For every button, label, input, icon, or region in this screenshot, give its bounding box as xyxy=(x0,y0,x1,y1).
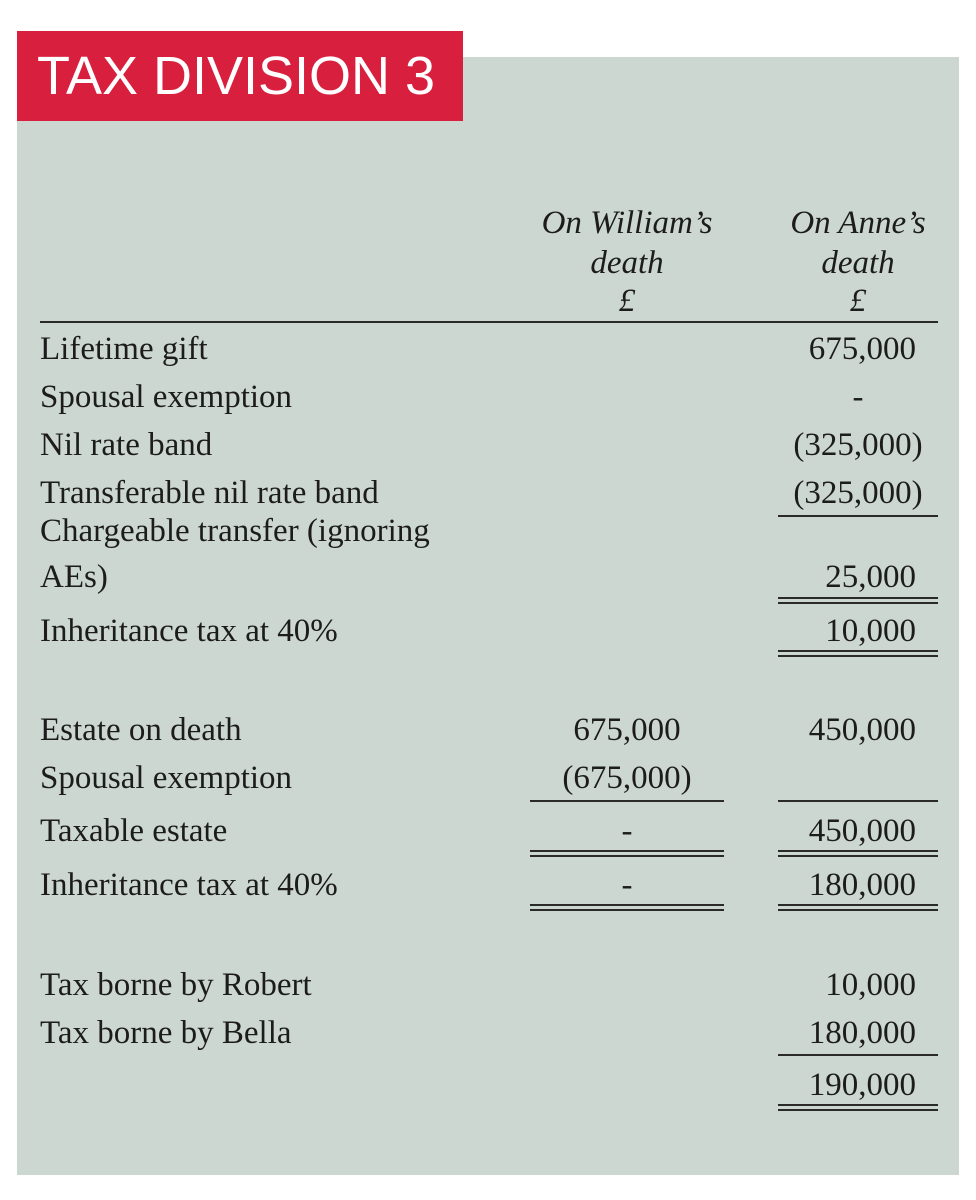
col-william-line1: On William’s xyxy=(541,205,713,241)
row-label: Inheritance tax at 40% xyxy=(40,613,338,649)
subtotal-rule xyxy=(530,800,724,802)
row-label: Nil rate band xyxy=(40,427,213,463)
total-double-rule xyxy=(778,597,938,604)
row-label: Spousal exemption xyxy=(40,760,293,796)
total-double-rule xyxy=(778,904,938,911)
row-label: Taxable estate xyxy=(40,813,228,849)
header-rule xyxy=(40,321,938,323)
total-double-rule xyxy=(778,850,938,857)
row-label: Lifetime gift xyxy=(40,331,208,367)
page-title: TAX DIVISION 3 xyxy=(37,46,436,106)
col-anne-line1: On Anne’s xyxy=(790,205,926,241)
subtotal-rule xyxy=(778,515,938,517)
col-william-line2: death xyxy=(590,245,664,281)
col-william-currency: £ xyxy=(618,283,636,319)
total-double-rule xyxy=(530,904,724,911)
row-value-william: 675,000 xyxy=(573,712,681,748)
row-value-william: - xyxy=(621,867,633,903)
row-value-anne: 675,000 xyxy=(808,331,916,367)
row-value-william: - xyxy=(621,813,633,849)
row-label: Chargeable transfer (ignoring xyxy=(40,513,430,549)
total-double-rule xyxy=(530,850,724,857)
row-label: Transferable nil rate band xyxy=(40,475,379,511)
row-value-anne: 10,000 xyxy=(825,967,916,1003)
total-double-rule xyxy=(778,1104,938,1111)
row-value-anne: - xyxy=(852,379,864,415)
row-label: Estate on death xyxy=(40,712,242,748)
row-value-anne: 180,000 xyxy=(808,1015,916,1051)
subtotal-rule xyxy=(778,1054,938,1056)
row-label: Tax borne by Bella xyxy=(40,1015,292,1051)
title-banner xyxy=(17,31,463,121)
total-value-anne: 190,000 xyxy=(808,1067,916,1103)
row-label: Tax borne by Robert xyxy=(40,967,312,1003)
row-value-anne: 180,000 xyxy=(808,867,916,903)
col-anne-line2: death xyxy=(821,245,895,281)
row-label: AEs) xyxy=(40,559,108,595)
col-anne-currency: £ xyxy=(849,283,867,319)
row-value-anne: 10,000 xyxy=(825,613,916,649)
row-value-anne: (325,000) xyxy=(793,475,923,511)
row-value-anne: 450,000 xyxy=(808,813,916,849)
row-value-anne: (325,000) xyxy=(793,427,923,463)
row-label: Spousal exemption xyxy=(40,379,293,415)
row-value-anne: 450,000 xyxy=(808,712,916,748)
total-double-rule xyxy=(778,650,938,657)
row-value-william: (675,000) xyxy=(562,760,692,796)
row-label: Inheritance tax at 40% xyxy=(40,867,338,903)
row-value-anne: 25,000 xyxy=(825,559,916,595)
subtotal-rule xyxy=(778,800,938,802)
